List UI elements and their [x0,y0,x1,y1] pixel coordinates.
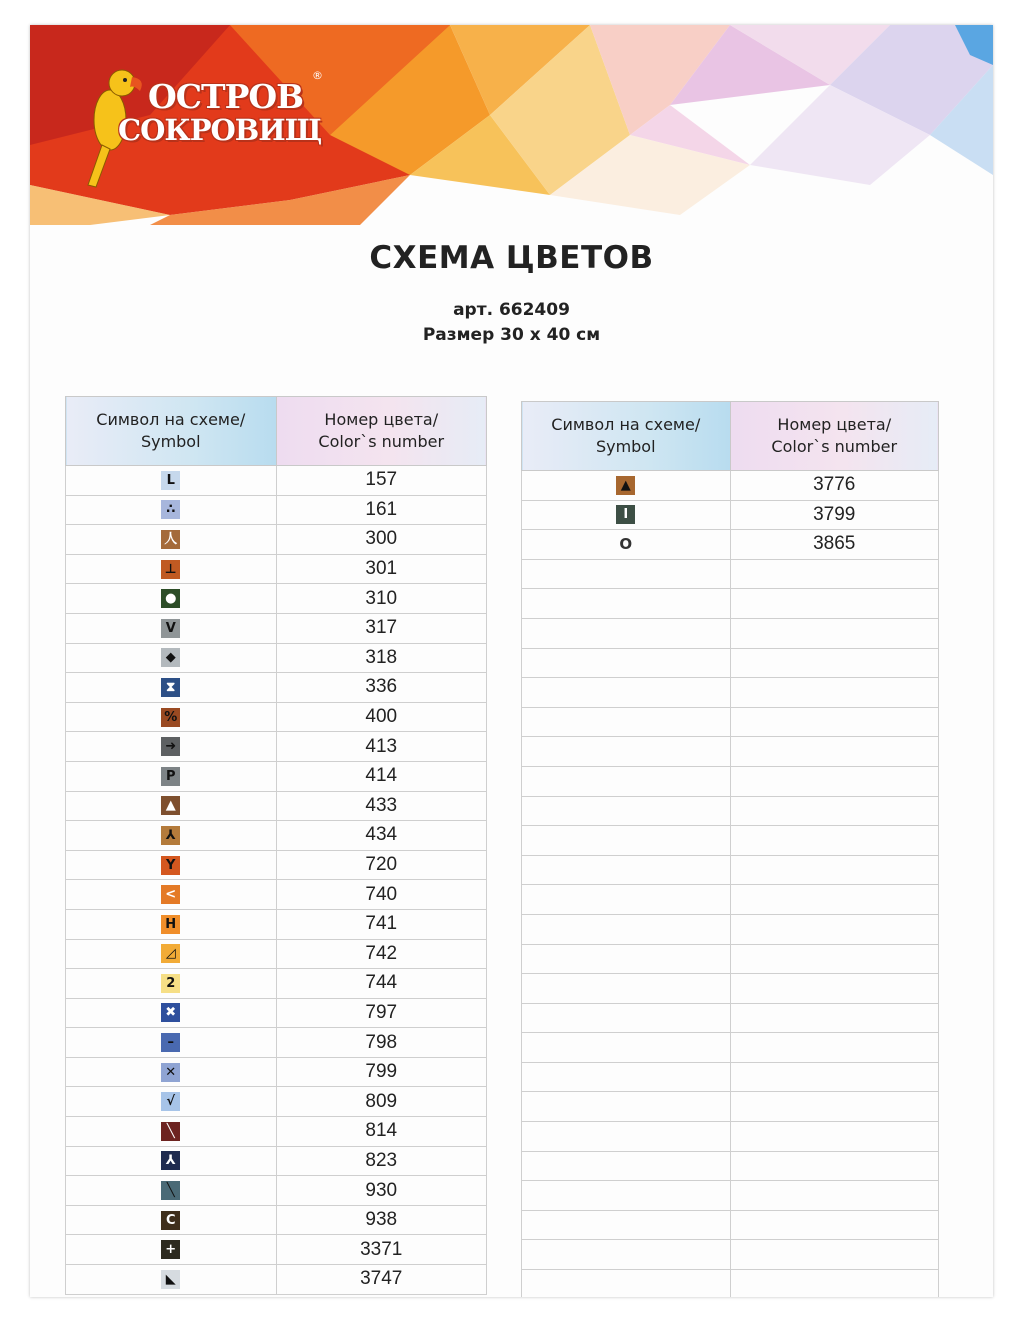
empty-table-row [522,826,939,856]
empty-cell [730,1062,939,1092]
table-row [66,613,487,643]
color-number-cell: 740 [276,880,487,910]
stitch-symbol-icon: ✕ [161,1063,180,1082]
empty-table-row [522,618,939,648]
table-row [66,1146,487,1176]
color-number-cell: 161 [276,495,487,525]
symbol-cell [66,1146,277,1176]
stitch-symbol-icon: ⊥ [161,560,180,579]
stitch-symbol-icon: ⅄ [161,826,180,845]
stitch-symbol-icon: ▲ [616,476,635,495]
stitch-symbol-icon: V [161,619,180,638]
color-number-cell: 799 [276,1057,487,1087]
empty-cell [522,914,731,944]
symbol-cell [66,969,277,999]
stitch-symbol-icon: ◆ [161,648,180,667]
table-row [66,1117,487,1147]
stitch-symbol-icon: L [161,471,180,490]
empty-table-row [522,855,939,885]
empty-cell [730,648,939,678]
stitch-symbol-icon: % [161,708,180,727]
empty-table-row [522,1122,939,1152]
table-row [66,466,487,496]
empty-cell [730,1033,939,1063]
empty-cell [522,589,731,619]
empty-cell [522,737,731,767]
empty-cell [522,855,731,885]
symbol-cell [66,850,277,880]
empty-cell [730,826,939,856]
empty-cell [730,559,939,589]
empty-table-row [522,885,939,915]
empty-cell [522,678,731,708]
empty-cell [522,826,731,856]
table-row [66,1176,487,1206]
empty-cell [730,1092,939,1122]
color-chart-sheet [30,25,993,1297]
empty-cell [522,559,731,589]
color-table-right [521,401,939,1297]
color-number-cell: 434 [276,821,487,851]
table-row [522,500,939,530]
stitch-symbol-icon: ∴ [161,500,180,519]
color-number-cell: 741 [276,909,487,939]
stitch-symbol-icon: I [616,505,635,524]
empty-table-row [522,707,939,737]
color-number-cell: 414 [276,761,487,791]
symbol-cell [66,643,277,673]
number-column-header: Номер цвета/ Color`s number [730,402,939,471]
empty-cell [730,618,939,648]
empty-cell [522,1033,731,1063]
empty-cell [730,944,939,974]
stitch-symbol-icon: ➜ [161,737,180,756]
symbol-cell [66,584,277,614]
stitch-symbol-icon: ╲ [161,1122,180,1141]
symbol-cell [522,471,731,501]
empty-cell [522,1092,731,1122]
symbol-cell [66,554,277,584]
symbol-cell [66,880,277,910]
empty-cell [730,589,939,619]
empty-cell [522,885,731,915]
empty-cell [522,1240,731,1270]
color-number-cell: 3776 [730,471,939,501]
empty-table-row [522,1151,939,1181]
symbol-cell [66,998,277,1028]
table-row [66,643,487,673]
empty-cell [730,707,939,737]
table-row [522,530,939,560]
color-number-cell: 720 [276,850,487,880]
table-row [66,761,487,791]
color-number-cell: 798 [276,1028,487,1058]
color-table-left [65,396,487,1295]
stitch-symbol-icon: < [161,885,180,904]
table-row [66,1028,487,1058]
page-title: СХЕМА ЦВЕТОВ [369,240,654,276]
empty-cell [522,648,731,678]
stitch-symbol-icon: ● [161,589,180,608]
stitch-symbol-icon: P [161,767,180,786]
stitch-symbol-icon: 人 [161,530,180,549]
color-number-cell: 310 [276,584,487,614]
color-number-cell: 930 [276,1176,487,1206]
symbol-cell [66,1176,277,1206]
color-number-cell: 744 [276,969,487,999]
empty-cell [730,1240,939,1270]
symbol-cell [66,1057,277,1087]
empty-cell [522,707,731,737]
empty-cell [522,796,731,826]
empty-cell [522,1122,731,1152]
stitch-symbol-icon: ◣ [161,1270,180,1289]
number-column-header: Номер цвета/ Color`s number [276,397,487,466]
stitch-symbol-icon: ╲ [161,1181,180,1200]
stitch-symbol-icon: – [161,1033,180,1052]
table-row [66,525,487,555]
table-row [66,939,487,969]
empty-table-row [522,1240,939,1270]
empty-table-row [522,914,939,944]
symbol-cell [66,761,277,791]
stitch-symbol-icon: C [161,1211,180,1230]
color-number-cell: 938 [276,1205,487,1235]
table-row [66,584,487,614]
table-row [66,495,487,525]
color-number-cell: 413 [276,732,487,762]
empty-cell [522,1062,731,1092]
symbol-cell [66,791,277,821]
empty-cell [522,766,731,796]
empty-cell [730,1003,939,1033]
symbol-cell [66,909,277,939]
stitch-symbol-icon: ⅄ [161,1151,180,1170]
table-row [66,1205,487,1235]
empty-table-row [522,974,939,1004]
empty-table-row [522,1003,939,1033]
stitch-symbol-icon: + [161,1240,180,1259]
symbol-cell [66,1117,277,1147]
table-row [66,1057,487,1087]
symbol-column-header: Символ на схеме/ Symbol [522,402,731,471]
color-number-cell: 3799 [730,500,939,530]
table-row [66,880,487,910]
symbol-cell [66,821,277,851]
symbol-column-header: Символ на схеме/ Symbol [66,397,277,466]
symbol-cell [66,673,277,703]
color-number-cell: 809 [276,1087,487,1117]
symbol-cell [66,525,277,555]
symbol-cell [66,466,277,496]
stitch-symbol-icon: √ [161,1092,180,1111]
empty-table-row [522,737,939,767]
empty-cell [522,1270,731,1297]
symbol-cell [66,495,277,525]
empty-cell [730,796,939,826]
empty-cell [522,974,731,1004]
empty-table-row [522,944,939,974]
stitch-symbol-icon: ◿ [161,944,180,963]
empty-cell [730,1270,939,1297]
empty-cell [730,1181,939,1211]
empty-cell [730,1210,939,1240]
symbol-cell [66,1028,277,1058]
empty-table-row [522,1092,939,1122]
empty-cell [522,618,731,648]
empty-table-row [522,559,939,589]
color-number-cell: 157 [276,466,487,496]
color-number-cell: 797 [276,998,487,1028]
empty-table-row [522,796,939,826]
color-number-cell: 336 [276,673,487,703]
empty-cell [522,1210,731,1240]
empty-cell [730,1122,939,1152]
table-row [66,1235,487,1265]
empty-cell [730,885,939,915]
empty-cell [730,1151,939,1181]
symbol-cell [66,613,277,643]
empty-table-row [522,1033,939,1063]
table-row [66,909,487,939]
color-number-cell: 318 [276,643,487,673]
color-number-cell: 3371 [276,1235,487,1265]
symbol-cell [522,530,731,560]
empty-table-row [522,1181,939,1211]
brand-logo-line2: СОКРОВИЩ [118,113,322,147]
table-row [66,702,487,732]
table-row [66,1087,487,1117]
empty-cell [730,737,939,767]
color-number-cell: 3747 [276,1265,487,1295]
stitch-symbol-icon: ✖ [161,1003,180,1022]
empty-table-row [522,1210,939,1240]
empty-cell [730,855,939,885]
symbol-cell [66,1205,277,1235]
empty-table-row [522,648,939,678]
table-row [66,850,487,880]
table-row [522,471,939,501]
empty-cell [522,1151,731,1181]
empty-cell [522,944,731,974]
stitch-symbol-icon: 2 [161,974,180,993]
color-number-cell: 433 [276,791,487,821]
symbol-cell [66,702,277,732]
symbol-cell [66,1265,277,1295]
color-number-cell: 742 [276,939,487,969]
empty-table-row [522,589,939,619]
empty-cell [730,974,939,1004]
symbol-cell [66,732,277,762]
empty-cell [730,766,939,796]
table-row [66,791,487,821]
color-number-cell: 301 [276,554,487,584]
empty-table-row [522,766,939,796]
table-row [66,554,487,584]
empty-cell [522,1003,731,1033]
stitch-symbol-icon: O [619,534,633,553]
empty-table-row [522,1270,939,1297]
stitch-symbol-icon: ⧗ [161,678,180,697]
stitch-symbol-icon: ▲ [161,796,180,815]
symbol-cell [66,939,277,969]
empty-table-row [522,678,939,708]
color-number-cell: 300 [276,525,487,555]
color-number-cell: 3865 [730,530,939,560]
color-number-cell: 400 [276,702,487,732]
table-row [66,998,487,1028]
stitch-symbol-icon: H [161,915,180,934]
table-row [66,821,487,851]
stitch-symbol-icon: Y [161,856,180,875]
table-row [66,969,487,999]
brand-logo-line1: ОСТРОВ [148,77,304,116]
symbol-cell [66,1087,277,1117]
color-number-cell: 317 [276,613,487,643]
article-number: арт. 662409 [453,300,570,320]
table-row [66,732,487,762]
color-number-cell: 814 [276,1117,487,1147]
color-number-cell: 823 [276,1146,487,1176]
empty-table-row [522,1062,939,1092]
symbol-cell [522,500,731,530]
table-row [66,1265,487,1295]
empty-cell [522,1181,731,1211]
table-row [66,673,487,703]
symbol-cell [66,1235,277,1265]
registered-mark: ® [312,69,323,82]
empty-cell [730,914,939,944]
canvas-size: Размер 30 х 40 см [422,325,601,345]
empty-cell [730,678,939,708]
